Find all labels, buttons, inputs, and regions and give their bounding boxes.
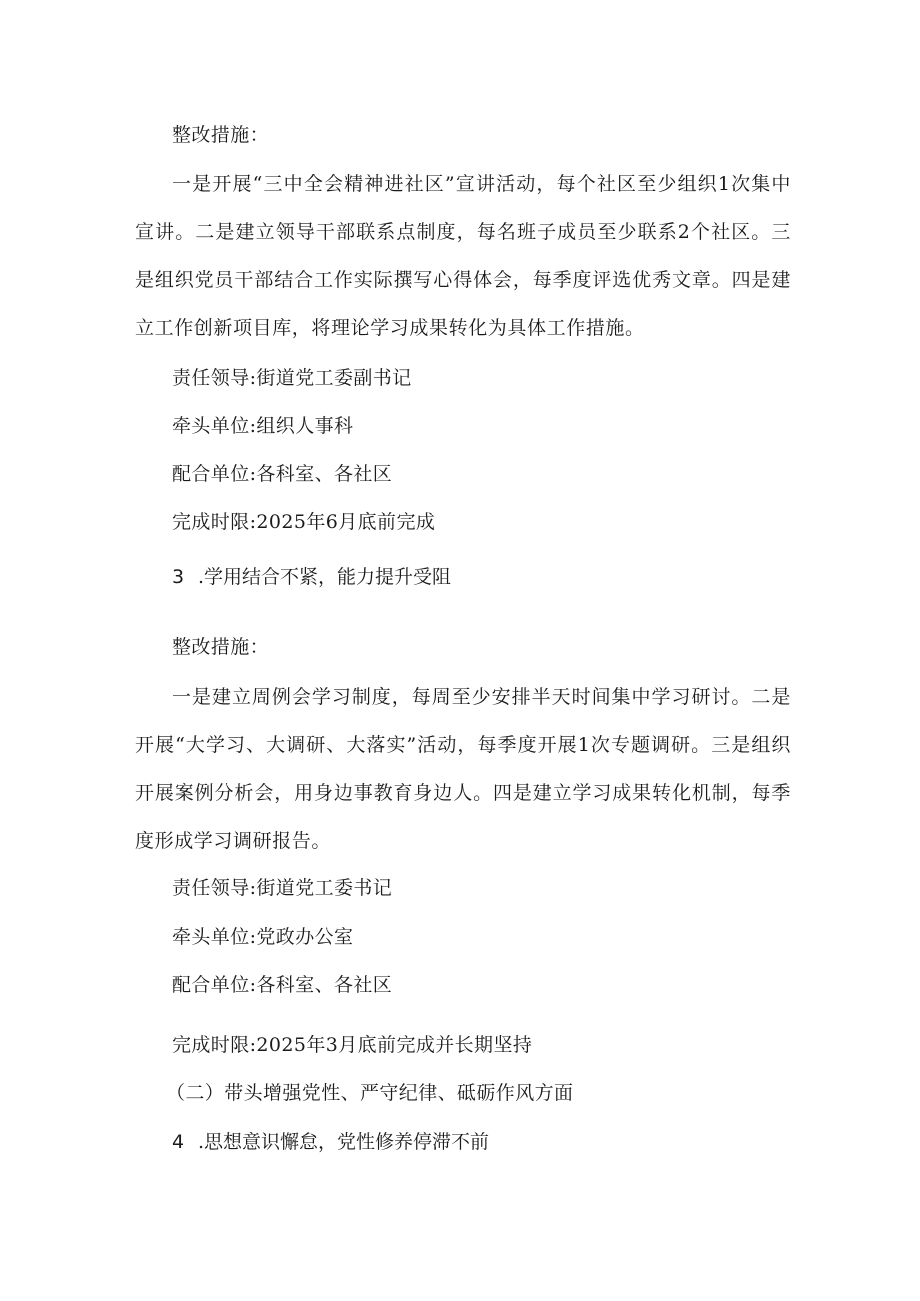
- deadline: 完成时限:2025年6月底前完成: [172, 511, 436, 533]
- item-heading-3: [172, 565, 451, 589]
- measures-paragraph: 一是建立周例会学习制度，每周至少安排半天时间集中学习研讨。二是开展“大学习、大调研、大落实”活动，每季度开展1次专题调研。三是组织开展案例分析会，用身边事教育身边人。四是建立学习成果转化机制，每季度形成学习调研报告。: [135, 686, 791, 852]
- responsible-leader: 责任领导:街道党工委书记: [172, 877, 393, 899]
- subsection-title: （二）带头增强党性、严守纪律、砥砺作风方面: [166, 1082, 574, 1104]
- item-number: 3: [172, 566, 185, 588]
- responsible-leader: 责任领导:街道党工委副书记: [172, 367, 412, 389]
- measures-paragraph: 一是开展“三中全会精神进社区”宣讲活动，每个社区至少组织1次集中宣讲。二是建立领导干部联系点制度，每名班子成员至少联系2个社区。三是组织党员干部结合工作实际撰写心得体会，每季度评选优秀文章。四是建立工作创新项目库，将理论学习成果转化为具体工作措施。: [135, 173, 791, 339]
- cooperating-units: 配合单位:各科室、各社区: [172, 974, 393, 996]
- item-title: .思想意识懈怠，党性修养停滞不前: [198, 1131, 490, 1153]
- lead-unit: 牵头单位:党政办公室: [172, 926, 354, 948]
- cooperating-units: 配合单位:各科室、各社区: [172, 463, 393, 485]
- measures-heading: 整改措施：: [172, 124, 270, 146]
- lead-unit: 牵头单位:组织人事科: [172, 415, 354, 437]
- item-number: 4: [172, 1131, 185, 1153]
- measures-heading: 整改措施：: [172, 636, 270, 658]
- item-title: .学用结合不紧，能力提升受阻: [198, 566, 452, 588]
- deadline: 完成时限:2025年3月底前完成并长期坚持: [172, 1034, 533, 1056]
- item-heading-4: [172, 1130, 489, 1154]
